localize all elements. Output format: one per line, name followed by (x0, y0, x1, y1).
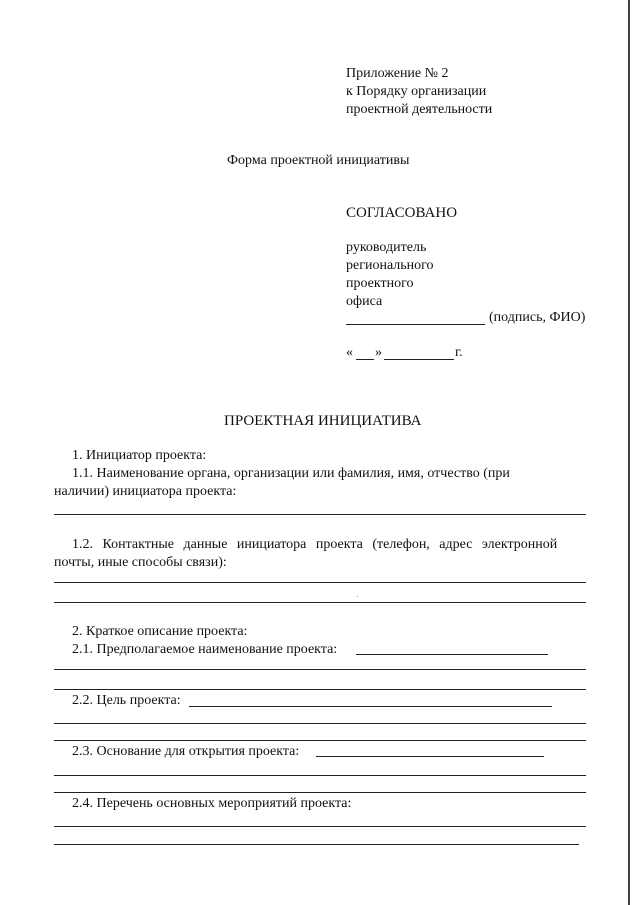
section-2-3-answer-line-2[interactable] (54, 792, 586, 793)
section-2-3-inline-line[interactable] (316, 756, 544, 757)
scan-speck (357, 596, 358, 597)
section-2-4-answer-line-1[interactable] (54, 826, 586, 827)
section-1-2-line-1: 1.2. Контактные данные инициатора проекта (телефон, адрес электронной (72, 537, 558, 552)
appendix-line-1: Приложение № 2 (346, 66, 449, 81)
section-2-2-inline-line[interactable] (189, 706, 552, 707)
approval-role-line-1: руководитель (346, 240, 427, 255)
appendix-line-2: к Порядку организации (346, 84, 487, 99)
section-2-1-label: 2.1. Предполагаемое наименование проекта: (72, 642, 338, 657)
signature-hint: (подпись, ФИО) (489, 310, 586, 325)
approval-role-line-3: проектного (346, 276, 414, 291)
date-day-line (356, 359, 374, 360)
section-1-1-line-1: 1.1. Наименование органа, организации или фамилия, имя, отчество (при (72, 466, 510, 481)
section-1-2-line-2: почты, иные способы связи): (54, 555, 227, 570)
date-close-quote: » (375, 345, 382, 360)
section-2-1-answer-line-2[interactable] (54, 689, 586, 690)
appendix-line-3: проектной деятельности (346, 102, 493, 117)
section-2-2-label: 2.2. Цель проекта: (72, 693, 181, 708)
section-2-2-answer-line-1[interactable] (54, 723, 586, 724)
section-1-2-answer-line-2[interactable] (54, 602, 586, 603)
date-month-line (384, 359, 454, 360)
section-1-2-answer-line-1[interactable] (54, 582, 586, 583)
date-year-suffix: г. (455, 345, 463, 360)
section-2-3-answer-line-1[interactable] (54, 775, 586, 776)
form-title: Форма проектной инициативы (227, 153, 410, 168)
section-2-3-label: 2.3. Основание для открытия проекта: (72, 744, 300, 759)
section-2-4-answer-line-2[interactable] (54, 844, 579, 845)
document-title: ПРОЕКТНАЯ ИНИЦИАТИВА (224, 413, 422, 429)
section-1-heading: 1. Инициатор проекта: (72, 448, 207, 463)
signature-line (346, 324, 485, 325)
approval-heading: СОГЛАСОВАНО (346, 205, 458, 221)
section-2-1-inline-line[interactable] (356, 654, 548, 655)
section-1-1-line-2: наличии) инициатора проекта: (54, 484, 237, 499)
approval-role-line-2: регионального (346, 258, 434, 273)
approval-role-line-4: офиса (346, 294, 383, 309)
section-2-4-label: 2.4. Перечень основных мероприятий проекта: (72, 796, 352, 811)
section-2-1-answer-line-1[interactable] (54, 669, 586, 670)
date-open-quote: « (346, 345, 353, 360)
section-2-2-answer-line-2[interactable] (54, 740, 586, 741)
section-2-heading: 2. Краткое описание проекта: (72, 624, 248, 639)
section-1-1-answer-line[interactable] (54, 514, 586, 515)
scan-edge-border (628, 0, 630, 905)
